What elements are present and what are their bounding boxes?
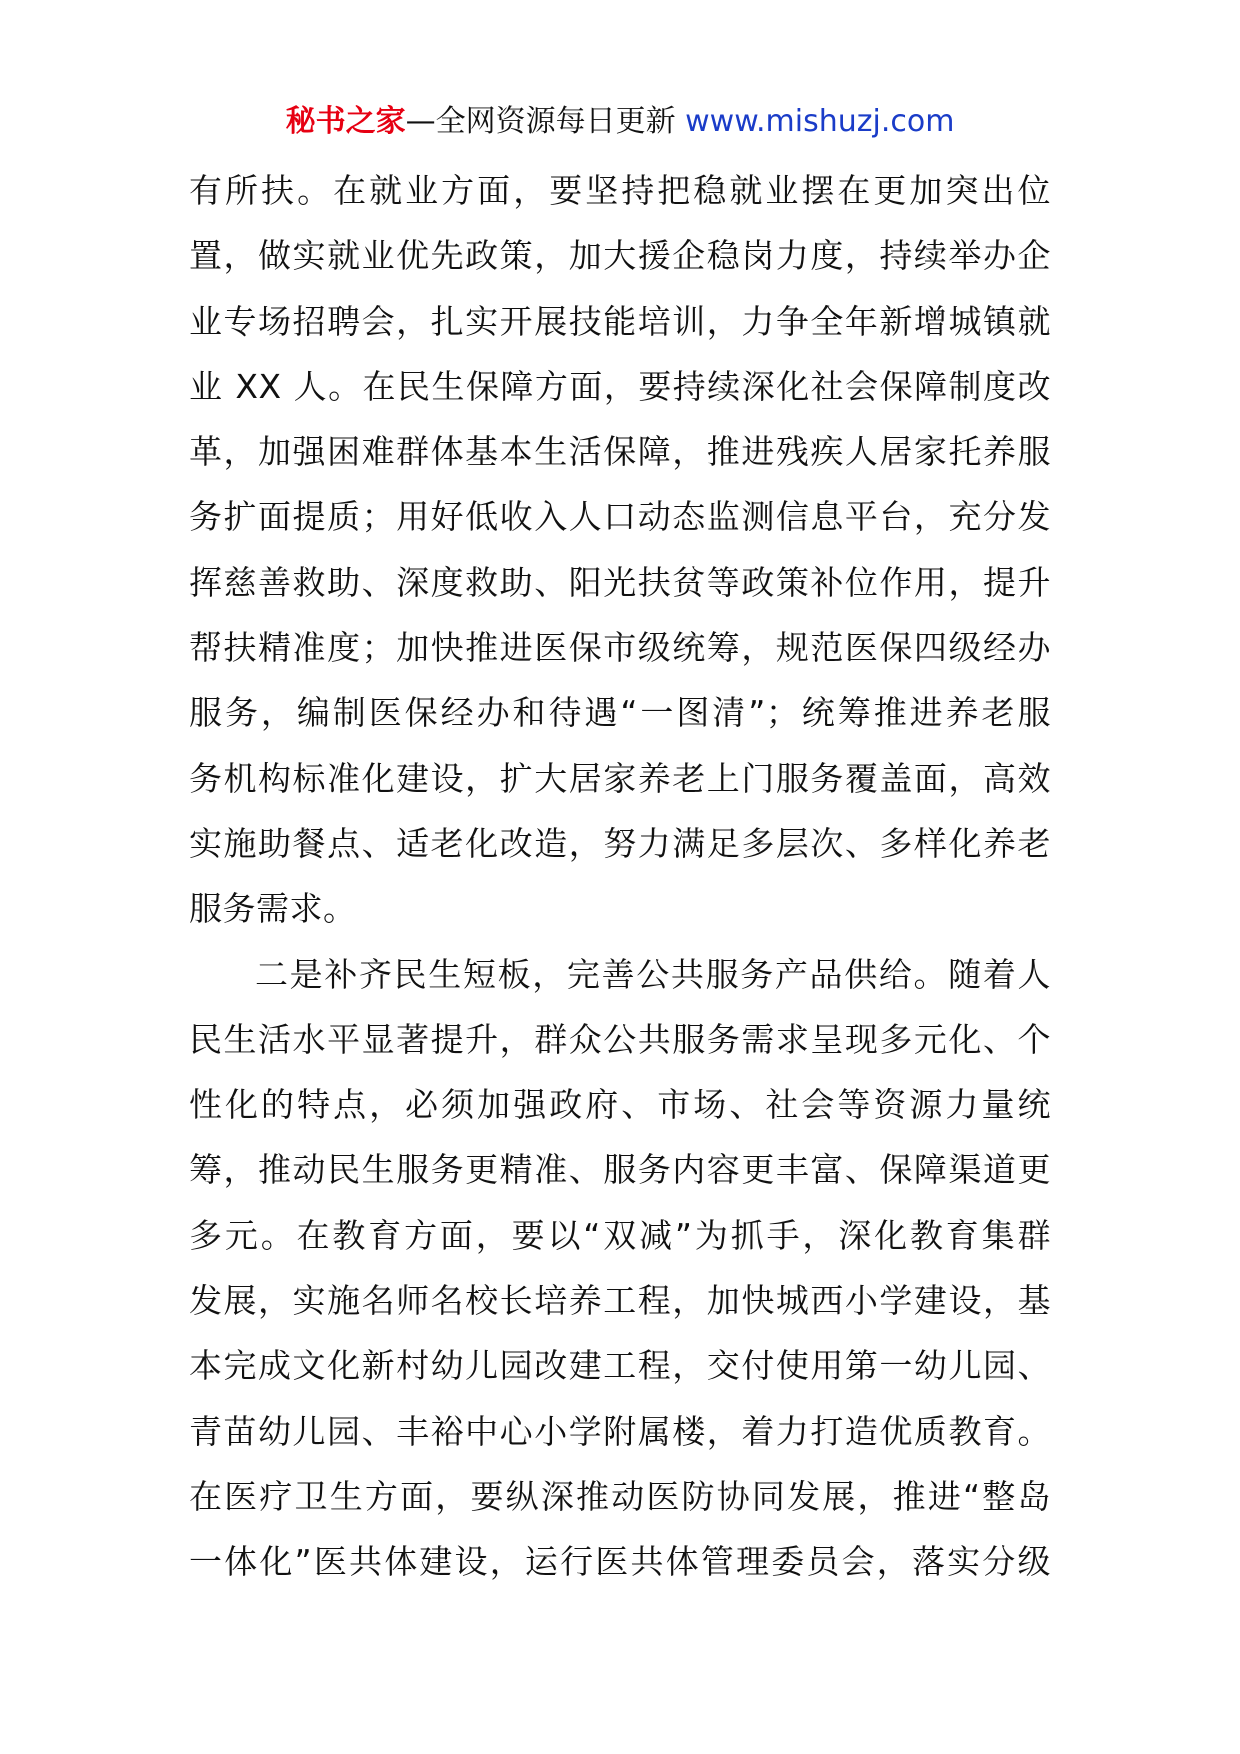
text-line: 置，做实就业优先政策，加大援企稳岗力度，持续举办企 xyxy=(189,236,1051,276)
text-line: 业 XX 人。在民生保障方面，要持续深化社会保障制度改 xyxy=(189,366,1051,406)
text-line: 青苗幼儿园、丰裕中心小学附属楼，着力打造优质教育。 xyxy=(189,1411,1051,1451)
text-line: 筹，推动民生服务更精准、服务内容更丰富、保障渠道更 xyxy=(189,1150,1051,1190)
text-line: 性化的特点，必须加强政府、市场、社会等资源力量统 xyxy=(189,1085,1051,1125)
text-line: 帮扶精准度；加快推进医保市级统筹，规范医保四级经办 xyxy=(189,628,1051,668)
text-line: 业专场招聘会，扎实开展技能培训，力争全年新增城镇就 xyxy=(189,301,1051,341)
text-line: 革，加强困难群体基本生活保障，推进残疾人居家托养服 xyxy=(189,432,1051,472)
text-line: 本完成文化新村幼儿园改建工程，交付使用第一幼儿园、 xyxy=(189,1346,1051,1386)
text-line: 务扩面提质；用好低收入人口动态监测信息平台，充分发 xyxy=(189,497,1051,537)
text-line: 务机构标准化建设，扩大居家养老上门服务覆盖面，高效 xyxy=(189,758,1051,798)
text-line: 一体化”医共体建设，运行医共体管理委员会，落实分级 xyxy=(189,1542,1051,1582)
site-url[interactable]: www.mishuzj.com xyxy=(685,104,955,139)
text-line: 挥慈善救助、深度救助、阳光扶贫等政策补位作用，提升 xyxy=(189,562,1051,602)
text-line: 在医疗卫生方面，要纵深推动医防协同发展，推进“整岛 xyxy=(189,1476,1051,1516)
paragraph-start-line: 二是补齐民生短板，完善公共服务产品供给。随着人 xyxy=(255,954,1051,994)
text-line: 发展，实施名师名校长培养工程，加快城西小学建设，基 xyxy=(189,1281,1051,1321)
text-line: 服务，编制医保经办和待遇“一图清”；统筹推进养老服 xyxy=(189,693,1051,733)
document-body xyxy=(189,158,1051,1595)
text-line: 多元。在教育方面，要以“双减”为抓手，深化教育集群 xyxy=(189,1215,1051,1255)
paragraph-end-line: 服务需求。 xyxy=(189,889,357,929)
text-line: 有所扶。在就业方面，要坚持把稳就业摆在更加突出位 xyxy=(189,171,1051,210)
text-line: 实施助餐点、适老化改造，努力满足多层次、多样化养老 xyxy=(189,823,1051,863)
brand-name: 秘书之家 xyxy=(285,104,406,139)
site-header xyxy=(0,100,1240,144)
text-line: 民生活水平显著提升，群众公共服务需求呈现多元化、个 xyxy=(189,1019,1051,1059)
header-tagline: —全网资源每日更新 xyxy=(405,104,676,139)
